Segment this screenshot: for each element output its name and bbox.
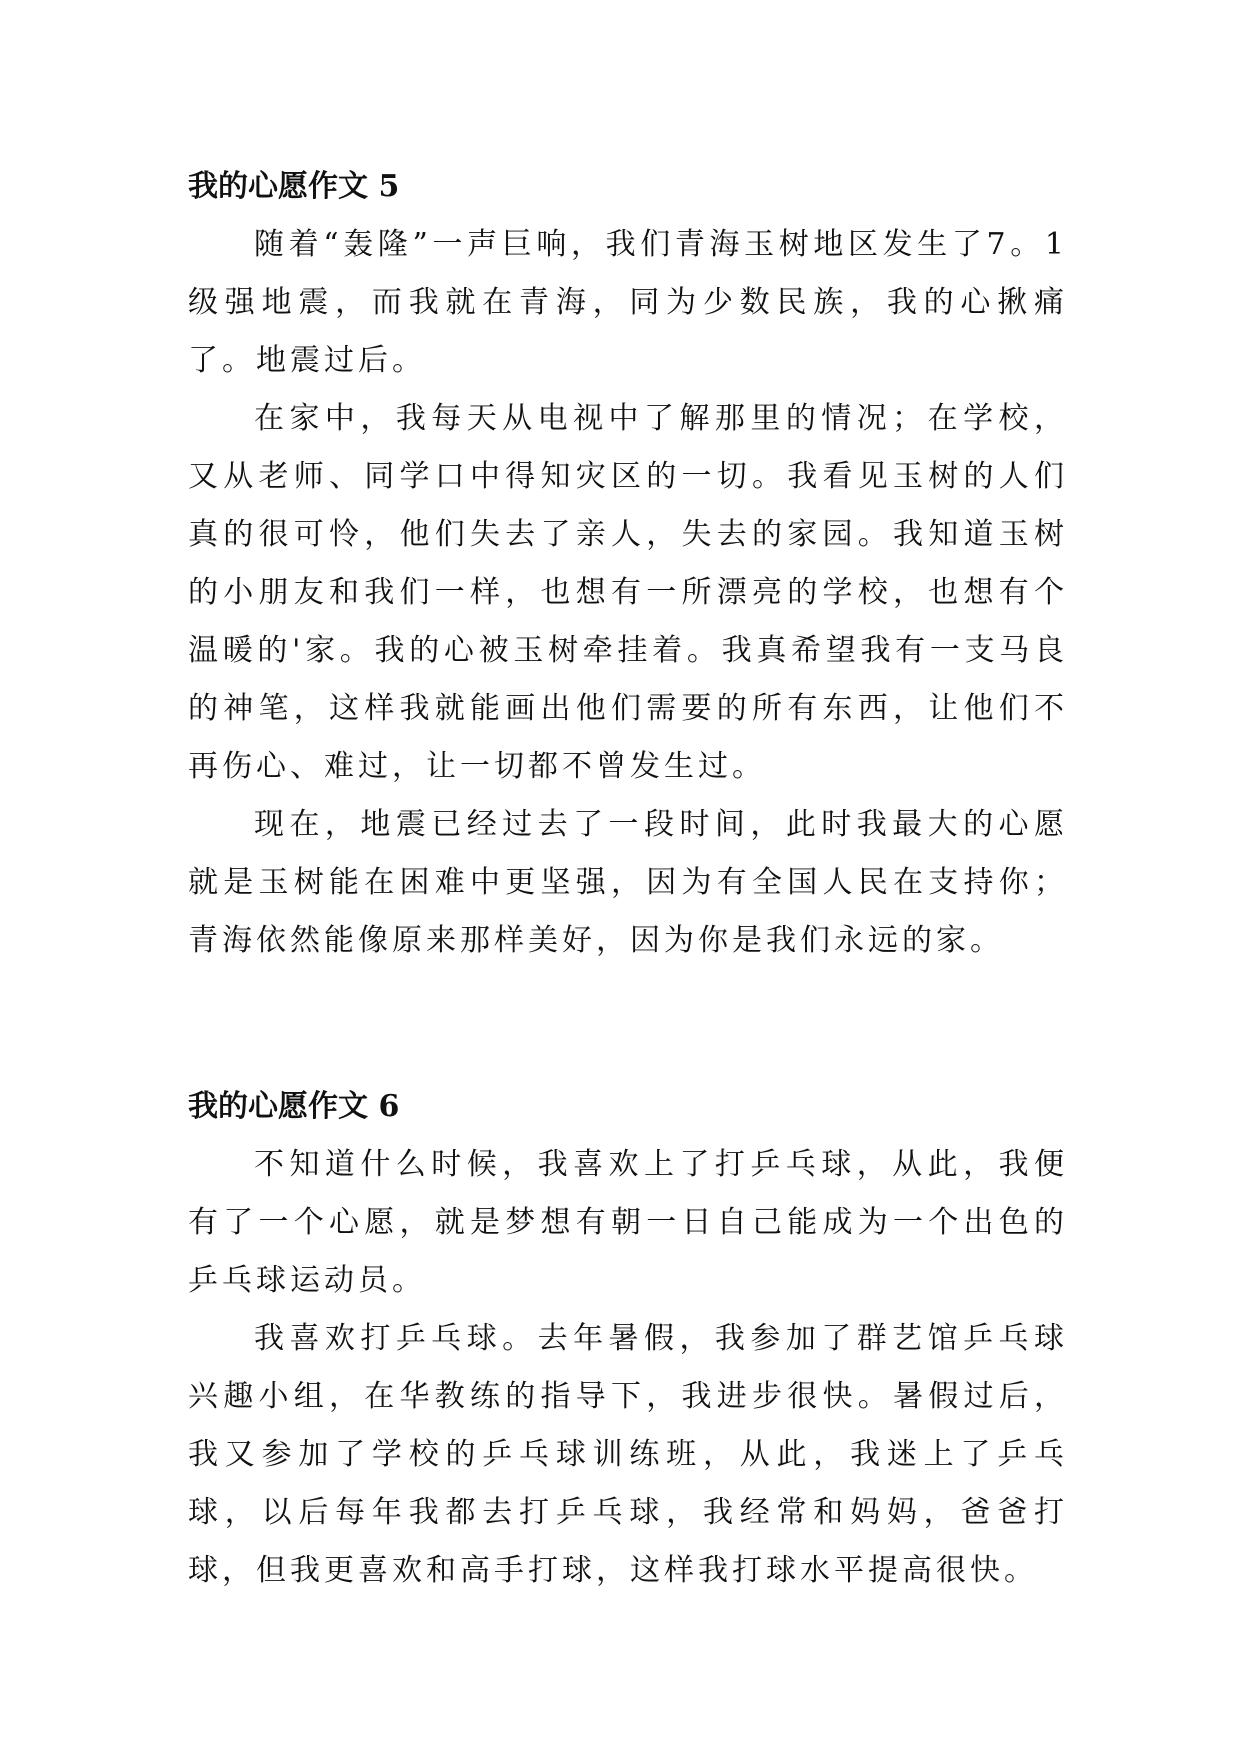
essay-paragraph: 我喜欢打乒乓球。去年暑假，我参加了群艺馆乒乓球兴趣小组，在华教练的指导下，我进步很快。暑假过后，我又参加了学校的乒乓球训练班，从此，我迷上了乒乓球，以后每年我都去打乒乓球，我经常和妈妈，爸爸打球，但我更喜欢和高手打球，这样我打球水平提高很快。 [188,1321,1068,1588]
essay-paragraph: 现在，地震已经过去了一段时间，此时我最大的心愿就是玉树能在困难中更坚强，因为有全国人民在支持你；青海依然能像原来那样美好，因为你是我们永远的家。 [188,807,1068,958]
essay-5 [188,158,1068,970]
essay-paragraph: 不知道什么时候，我喜欢上了打乒乓球，从此，我便有了一个心愿，就是梦想有朝一日自己能成为一个出色的乒乓球运动员。 [188,1147,1068,1298]
essay-paragraph: 在家中，我每天从电视中了解那里的情况；在学校，又从老师、同学口中得知灾区的一切。我看见玉树的人们真的很可怜，他们失去了亲人，失去的家园。我知道玉树的小朋友和我们一样，也想有一所漂亮的学校，也想有个温暖的'家。我的心被玉树牵挂着。我真希望我有一支马良的神笔，这样我就能画出他们需要的所有东西，让他们不再伤心、难过，让一切都不曾发生过。 [188,401,1068,784]
essay-title: 我的心愿作文 5 [188,169,400,204]
essay-title: 我的心愿作文 6 [188,1089,400,1124]
essay-6 [188,1078,1068,1600]
essay-paragraph: 随着“轰隆”一声巨响，我们青海玉树地区发生了7。1级强地震，而我就在青海，同为少数民族，我的心揪痛了。地震过后。 [188,227,1068,378]
document-content [188,158,1068,1600]
section-spacer [188,970,1068,1078]
